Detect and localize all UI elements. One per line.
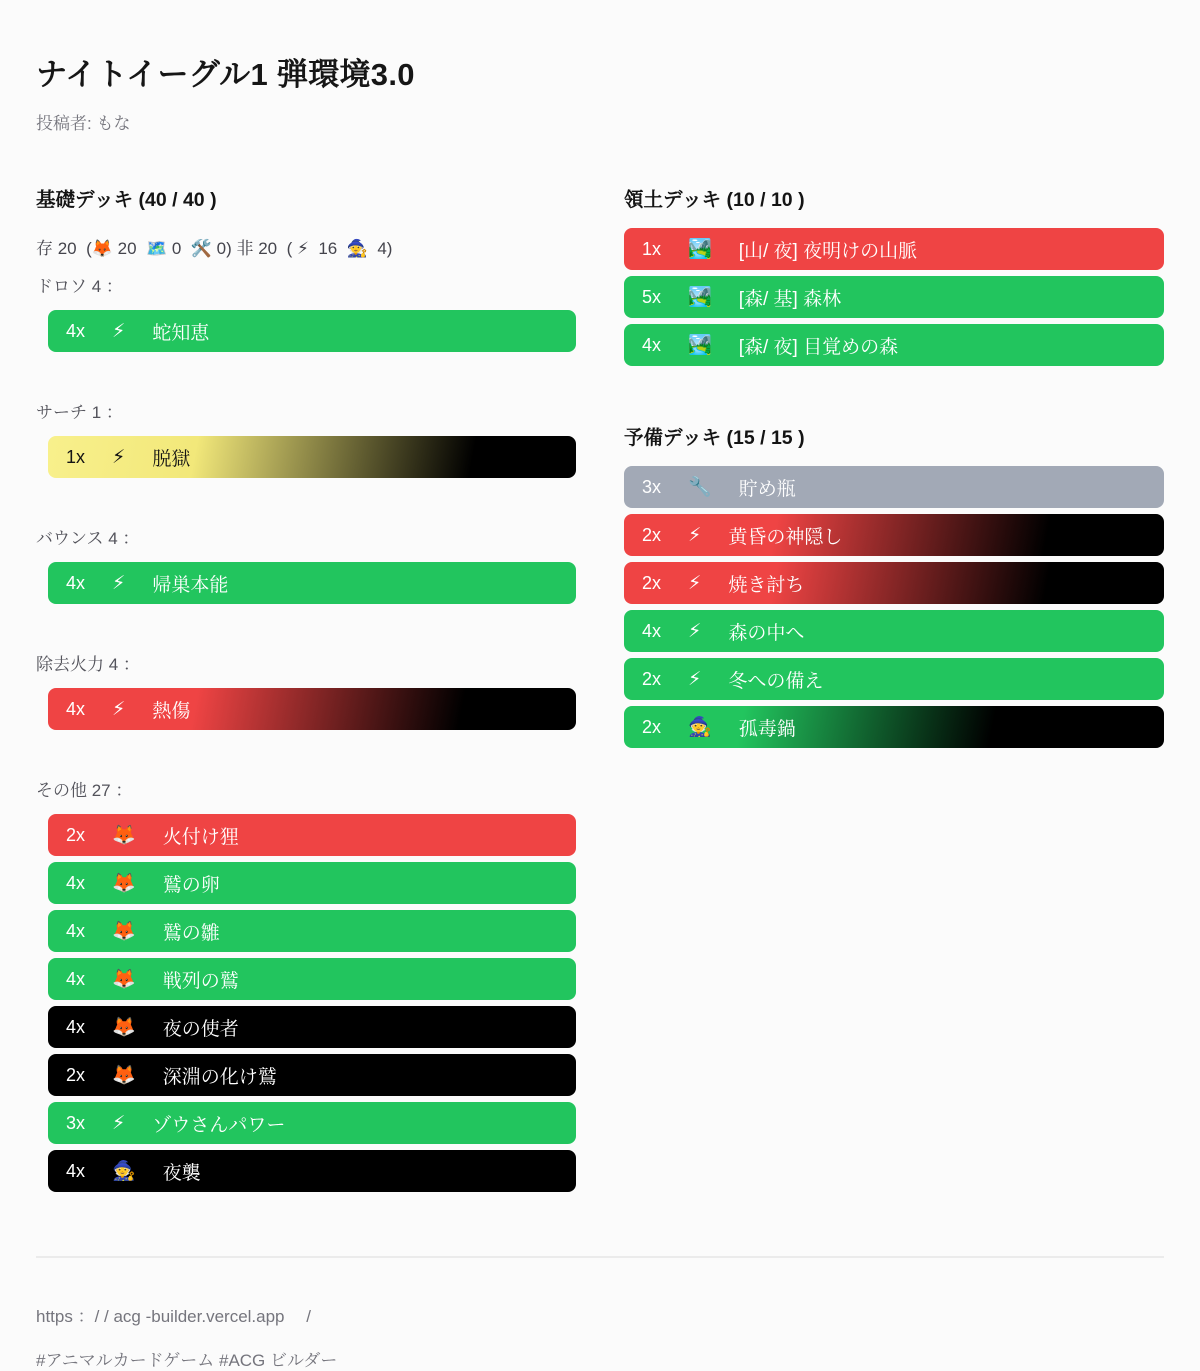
card-name: 鷲の卵	[162, 874, 220, 896]
landscape-icon: 🏞️	[688, 334, 712, 356]
card-count: 4x	[66, 572, 86, 593]
reserve-deck-list	[624, 466, 1164, 748]
footer	[36, 1302, 1164, 1371]
group-card-list	[48, 688, 576, 730]
card-name: 脱獄	[152, 448, 191, 470]
group-label: その他 27 ：	[36, 781, 133, 800]
fox-icon: 🦊	[112, 824, 136, 846]
card-count: 3x	[642, 476, 662, 497]
main-deck-heading: 基礎デッキ (40 / 40 )	[36, 189, 217, 211]
wrench-icon: 🔧	[688, 476, 712, 498]
card-bar[interactable]	[624, 706, 1164, 748]
card-name: 熱傷	[152, 700, 191, 722]
group-label: ドロソ 4 ：	[36, 277, 123, 296]
main-deck-column	[36, 184, 576, 1198]
card-bar[interactable]	[48, 862, 576, 904]
group-card-list	[48, 436, 576, 478]
card-group	[36, 776, 576, 1192]
territory-deck-heading: 領土デッキ (10 / 10 )	[624, 189, 805, 211]
main-deck-stats: 存 20 (🦊 20 🗺️ 0 🛠️ 0) 非 20 ( ⚡ 16 🧙 4)	[36, 239, 393, 258]
fox-icon: 🦊	[112, 872, 136, 894]
card-count: 5x	[642, 286, 662, 307]
group-card-list	[48, 310, 576, 352]
card-name: [山/ 夜] 夜明けの山脈	[738, 240, 918, 262]
card-name: 深淵の化け鷲	[162, 1066, 277, 1088]
footer-hashtags: #アニマルカードゲーム #ACG ビルダー	[36, 1351, 338, 1370]
group-card-list	[48, 562, 576, 604]
card-count: 2x	[642, 668, 662, 689]
card-group	[36, 272, 576, 352]
lightning-icon: ⚡	[112, 572, 126, 594]
card-bar[interactable]	[624, 324, 1164, 366]
card-bar[interactable]	[48, 1102, 576, 1144]
main-deck-groups	[36, 272, 576, 1192]
card-count: 2x	[642, 572, 662, 593]
card-count: 2x	[66, 824, 86, 845]
card-name: 蛇知恵	[152, 322, 210, 344]
page-title: ナイトイーグル1 弾環境3.0	[36, 57, 415, 92]
card-bar[interactable]	[48, 310, 576, 352]
fox-icon: 🦊	[112, 920, 136, 942]
lightning-icon: ⚡	[112, 698, 126, 720]
lightning-icon: ⚡	[688, 668, 702, 690]
side-decks-column	[624, 184, 1164, 1198]
card-bar[interactable]	[48, 814, 576, 856]
card-bar[interactable]	[48, 688, 576, 730]
card-name: 戦列の鷲	[162, 970, 239, 992]
card-name: 帰巣本能	[152, 574, 229, 596]
card-count: 1x	[66, 446, 86, 467]
card-bar[interactable]	[48, 958, 576, 1000]
card-bar[interactable]	[48, 1006, 576, 1048]
lightning-icon: ⚡	[112, 1112, 126, 1134]
card-name: 冬への備え	[728, 670, 824, 692]
card-count: 4x	[642, 334, 662, 355]
card-bar[interactable]	[48, 562, 576, 604]
card-bar[interactable]	[48, 1150, 576, 1192]
card-bar[interactable]	[624, 610, 1164, 652]
card-name: ゾウさんパワー	[152, 1114, 286, 1136]
card-group	[36, 650, 576, 730]
card-count: 4x	[66, 872, 86, 893]
group-label: サーチ 1 ：	[36, 403, 123, 422]
card-name: 貯め瓶	[738, 478, 796, 500]
card-name: 黄昏の神隠し	[728, 526, 843, 548]
fox-icon: 🦊	[112, 1016, 136, 1038]
card-count: 4x	[66, 1160, 86, 1181]
card-bar[interactable]	[624, 562, 1164, 604]
card-bar[interactable]	[624, 658, 1164, 700]
card-bar[interactable]	[624, 466, 1164, 508]
deck-columns	[36, 184, 1164, 1198]
author-line: 投稿者: もな	[36, 114, 131, 133]
territory-deck-list	[624, 228, 1164, 366]
mage-icon: 🧙	[688, 716, 712, 738]
card-count: 4x	[642, 620, 662, 641]
footer-url: https ：/ / acg -builder.vercel.app /	[36, 1307, 311, 1326]
card-count: 4x	[66, 698, 86, 719]
card-name: 孤毒鍋	[738, 718, 796, 740]
card-name: 鷲の雛	[162, 922, 220, 944]
card-name: [森/ 夜] 目覚めの森	[738, 336, 899, 358]
group-card-list	[48, 814, 576, 1192]
card-count: 3x	[66, 1112, 86, 1133]
card-group	[36, 524, 576, 604]
card-bar[interactable]	[48, 910, 576, 952]
card-name: 火付け狸	[162, 826, 239, 848]
card-name: [森/ 基] 森林	[738, 288, 842, 310]
card-count: 4x	[66, 1016, 86, 1037]
reserve-deck-heading: 予備デッキ (15 / 15 )	[624, 427, 805, 449]
card-bar[interactable]	[48, 1054, 576, 1096]
fox-icon: 🦊	[112, 968, 136, 990]
group-label: 除去火力 4 ：	[36, 655, 140, 674]
lightning-icon: ⚡	[688, 572, 702, 594]
card-bar[interactable]	[624, 276, 1164, 318]
card-count: 4x	[66, 320, 86, 341]
card-name: 焼き討ち	[728, 574, 805, 596]
card-name: 夜襲	[162, 1162, 201, 1184]
card-count: 2x	[642, 716, 662, 737]
card-count: 4x	[66, 968, 86, 989]
card-bar[interactable]	[48, 436, 576, 478]
footer-divider	[36, 1256, 1164, 1258]
lightning-icon: ⚡	[688, 524, 702, 546]
group-label: バウンス 4 ：	[36, 529, 140, 548]
mage-icon: 🧙	[112, 1160, 136, 1182]
card-count: 4x	[66, 920, 86, 941]
landscape-icon: 🏞️	[688, 286, 712, 308]
fox-icon: 🦊	[112, 1064, 136, 1086]
card-group	[36, 398, 576, 478]
lightning-icon: ⚡	[112, 320, 126, 342]
card-name: 森の中へ	[728, 622, 805, 644]
card-bar[interactable]	[624, 514, 1164, 556]
landscape-icon: 🏞️	[688, 238, 712, 260]
lightning-icon: ⚡	[112, 446, 126, 468]
card-name: 夜の使者	[162, 1018, 239, 1040]
card-count: 1x	[642, 238, 662, 259]
card-count: 2x	[642, 524, 662, 545]
lightning-icon: ⚡	[688, 620, 702, 642]
card-bar[interactable]	[624, 228, 1164, 270]
card-count: 2x	[66, 1064, 86, 1085]
